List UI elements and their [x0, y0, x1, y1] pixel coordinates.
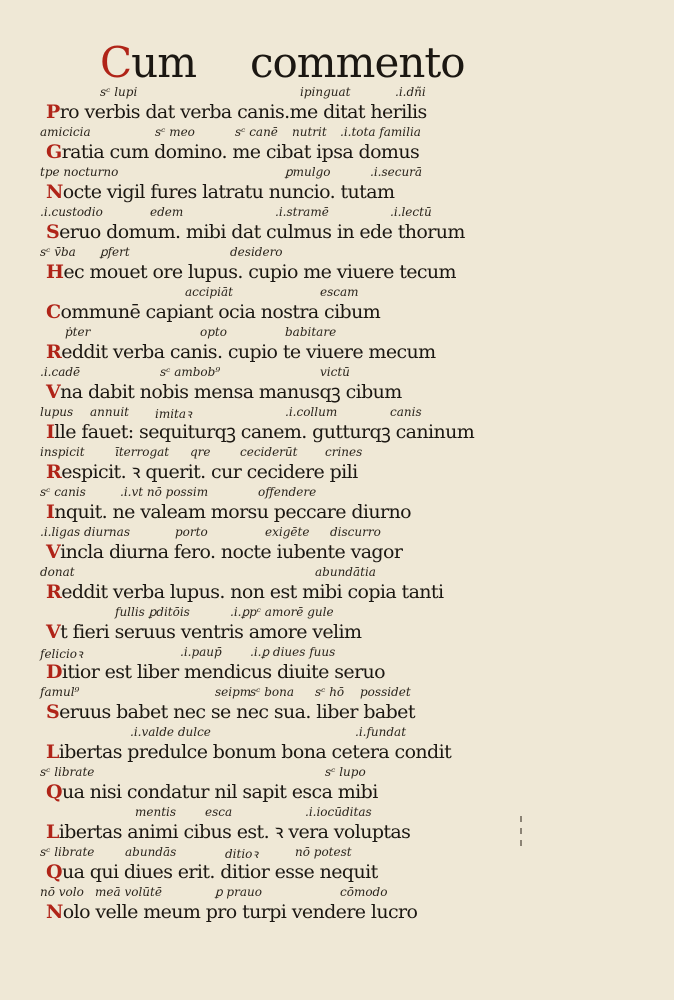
gloss-word: victū — [320, 365, 350, 379]
verse-text: eruo domum. mibi dat culmus in ede thorum — [59, 221, 465, 243]
gloss-word: ꝑfert — [100, 245, 130, 259]
verse-line — [40, 460, 480, 484]
verse-line — [40, 380, 480, 404]
gloss-word: .i.cadē — [40, 365, 81, 379]
verse-line — [40, 300, 480, 324]
gloss-word: babitare — [285, 325, 337, 339]
verse-line — [40, 820, 480, 844]
gloss-word: sᶜ librate — [40, 845, 95, 859]
gloss-word: .i.vt nō possim — [120, 485, 209, 499]
gloss-word: sᶜ librate — [40, 765, 95, 779]
gloss-word: discurro — [330, 525, 381, 539]
verse-text: ua qui diues erit. ditior esse nequit — [61, 861, 378, 883]
gloss-word: .i.ꝑpᶜ amorē gule — [230, 605, 334, 619]
gloss-word: sᶜ canis — [40, 485, 86, 499]
rubricated-initial: V — [46, 541, 61, 563]
rubricated-initial: S — [46, 221, 60, 243]
verse-line — [40, 660, 480, 684]
gloss-word: felicioꝛ — [40, 647, 83, 661]
verse-text: eruus babet nec se nec sua. liber babet — [59, 701, 415, 723]
gloss-word: tpe nocturno — [40, 165, 119, 179]
gloss-word: porto — [175, 525, 208, 539]
gloss-line — [40, 724, 480, 740]
verse-text: ommunē capiant ocia nostra cibum — [60, 301, 381, 323]
gloss-word: .i.paup̄ — [180, 645, 222, 659]
verse-text: ua nisi condatur nil sapit esca mibi — [61, 781, 378, 803]
gloss-word: sᶜ hō — [315, 685, 345, 699]
gloss-word: opto — [200, 325, 227, 339]
verse-line — [40, 340, 480, 364]
verse-line — [40, 260, 480, 284]
verse-line — [40, 540, 480, 564]
gloss-word: ꝑmulgo — [285, 165, 331, 179]
gloss-word: donat — [40, 565, 75, 579]
rubricated-initial: N — [46, 901, 63, 923]
gloss-word: sᶜ lupi — [100, 85, 138, 99]
header-word-cum: Cum — [100, 38, 197, 87]
gloss-word: abundātia — [315, 565, 376, 579]
rubricated-initial: P — [46, 101, 60, 123]
rubricated-initial: I — [46, 501, 55, 523]
verse-line — [40, 700, 480, 724]
gloss-line — [40, 284, 480, 300]
verse-text: eddit verba lupus. non est mibi copia tanti — [61, 581, 444, 603]
rubricated-initial: R — [46, 581, 62, 603]
gloss-word: possidet — [360, 685, 411, 699]
gloss-word: .i.ꝑ diues fuus — [250, 645, 336, 659]
gloss-word: fullis ꝑditōis — [115, 605, 190, 619]
verse-text: incla diurna fero. nocte iubente vagor — [60, 541, 403, 563]
verse-line — [40, 860, 480, 884]
verse-text: na dabit nobis mensa manusqꝫ cibum — [60, 381, 402, 403]
gloss-line — [40, 124, 480, 140]
verse-text: t fieri seruus ventris amore velim — [60, 621, 362, 643]
verse-text: ratia cum domino. me cibat ipsa domus — [61, 141, 420, 163]
gloss-word: inspicit — [40, 445, 85, 459]
gloss-word: meā volūtē — [95, 885, 162, 899]
gloss-word: canis — [390, 405, 422, 419]
verse-line — [40, 100, 480, 124]
gloss-word: nō potest — [295, 845, 352, 859]
gloss-word: ꝑ prauo — [215, 885, 262, 899]
rubricated-initial: D — [46, 661, 62, 683]
verse-text: eddit verba canis. cupio te viuere mecum — [61, 341, 436, 363]
gloss-word: .i.valde dulce — [130, 725, 211, 739]
gloss-word: nutrit — [292, 125, 327, 139]
gloss-word: lupus — [40, 405, 74, 419]
gloss-word: annuit — [90, 405, 129, 419]
gloss-word: crines — [325, 445, 363, 459]
gloss-word: .i.tota familia — [340, 125, 421, 139]
verse-line — [40, 420, 480, 444]
gloss-word: .i.securā — [370, 165, 423, 179]
verse-text: lle fauet: sequiturqꝫ canem. gutturqꝫ caninum — [54, 421, 475, 443]
gloss-word: .i.fundat — [355, 725, 407, 739]
gloss-line — [40, 244, 480, 260]
verse-line — [40, 780, 480, 804]
rubricated-initial: S — [46, 701, 60, 723]
verse-text: ibertas predulce bonum bona cetera condit — [58, 741, 452, 763]
rubricated-initial: V — [46, 381, 61, 403]
verse-text: nquit. ne valeam morsu peccare diurno — [54, 501, 411, 523]
gloss-word: seipm — [215, 685, 252, 699]
rubricated-initial: Q — [46, 861, 62, 883]
page-header — [100, 38, 480, 88]
margin-ruling-marks — [512, 810, 532, 870]
rubricated-initial: C — [46, 301, 61, 323]
gloss-word: ditioꝛ — [225, 847, 259, 861]
verse-line — [40, 900, 480, 924]
gloss-word: escam — [320, 285, 359, 299]
gloss-word: .i.ligas diurnas — [40, 525, 130, 539]
gloss-word: .i.custodio — [40, 205, 103, 219]
gloss-word: exigēte — [265, 525, 310, 539]
rubricated-initial: I — [46, 421, 55, 443]
rubricated-initial: N — [46, 181, 63, 203]
gloss-line — [40, 404, 480, 420]
gloss-line — [40, 804, 480, 820]
gloss-word: ipinguat — [300, 85, 351, 99]
gloss-word: esca — [205, 805, 233, 819]
verse-line — [40, 220, 480, 244]
gloss-word: .i.collum — [285, 405, 338, 419]
verse-text-block — [40, 84, 480, 924]
rubricated-initial: G — [46, 141, 62, 163]
gloss-word: offendere — [258, 485, 317, 499]
gloss-word: mentis — [135, 805, 177, 819]
gloss-line — [40, 844, 480, 860]
gloss-line — [40, 684, 480, 700]
gloss-word: sᶜ bona — [250, 685, 294, 699]
verse-text: itior est liber mendicus diuite seruo — [61, 661, 386, 683]
gloss-word: .i.stramē — [275, 205, 329, 219]
gloss-line — [40, 884, 480, 900]
gloss-line — [40, 324, 480, 340]
gloss-word: .i.dñi — [395, 85, 426, 99]
rubricated-initial: H — [46, 261, 64, 283]
rubricated-initial: Q — [46, 781, 62, 803]
gloss-word: sᶜ ambob⁹ — [160, 365, 221, 379]
rubricated-initial: V — [46, 621, 61, 643]
verse-text: olo velle meum pro turpi vendere lucro — [62, 901, 418, 923]
rubricated-initial: R — [46, 341, 62, 363]
gloss-line — [40, 524, 480, 540]
gloss-word: sᶜ canē — [235, 125, 278, 139]
verse-line — [40, 180, 480, 204]
gloss-word: sᶜ v̄ba — [40, 245, 76, 259]
gloss-line — [40, 364, 480, 380]
gloss-line — [40, 644, 480, 660]
gloss-line — [40, 164, 480, 180]
gloss-word: accipiāt — [185, 285, 233, 299]
verse-line — [40, 140, 480, 164]
gloss-word: famul⁹ — [40, 685, 80, 699]
rubricated-initial: L — [46, 741, 59, 763]
gloss-word: cōmodo — [340, 885, 388, 899]
gloss-word: amicicia — [40, 125, 91, 139]
gloss-line — [40, 444, 480, 460]
gloss-line — [40, 764, 480, 780]
gloss-word: sᶜ lupo — [325, 765, 366, 779]
gloss-word: qre — [190, 445, 211, 459]
rubricated-initial: R — [46, 461, 62, 483]
verse-text: ibertas animi cibus est. ꝛ vera voluptas — [58, 821, 411, 843]
gloss-line — [40, 604, 480, 620]
verse-text: octe vigil fures latratu nuncio. tutam — [62, 181, 395, 203]
gloss-word: .i.iocūditas — [305, 805, 372, 819]
verse-line — [40, 620, 480, 644]
header-word-commento: commento — [250, 38, 465, 87]
gloss-word: sᶜ meo — [155, 125, 195, 139]
gloss-word: ceciderūt — [240, 445, 298, 459]
gloss-word: edem — [150, 205, 184, 219]
gloss-line — [40, 204, 480, 220]
gloss-word: imitaꝛ — [155, 407, 192, 421]
gloss-line — [40, 84, 480, 100]
gloss-line — [40, 484, 480, 500]
gloss-word: .i.lectū — [390, 205, 432, 219]
verse-line — [40, 580, 480, 604]
gloss-word: ṗter — [65, 325, 91, 339]
gloss-word: nō volo — [40, 885, 84, 899]
gloss-word: abundās — [125, 845, 177, 859]
verse-line — [40, 740, 480, 764]
gloss-line — [40, 564, 480, 580]
verse-line — [40, 500, 480, 524]
gloss-word: desidero — [230, 245, 283, 259]
rubricated-initial: L — [46, 821, 59, 843]
verse-text: ro verbis dat verba canis.me ditat herilis — [59, 101, 427, 123]
gloss-word: īterrogat — [115, 445, 170, 459]
verse-text: espicit. ꝛ querit. cur cecidere pili — [61, 461, 358, 483]
verse-text: ec mouet ore lupus. cupio me viuere tecum — [63, 261, 456, 283]
